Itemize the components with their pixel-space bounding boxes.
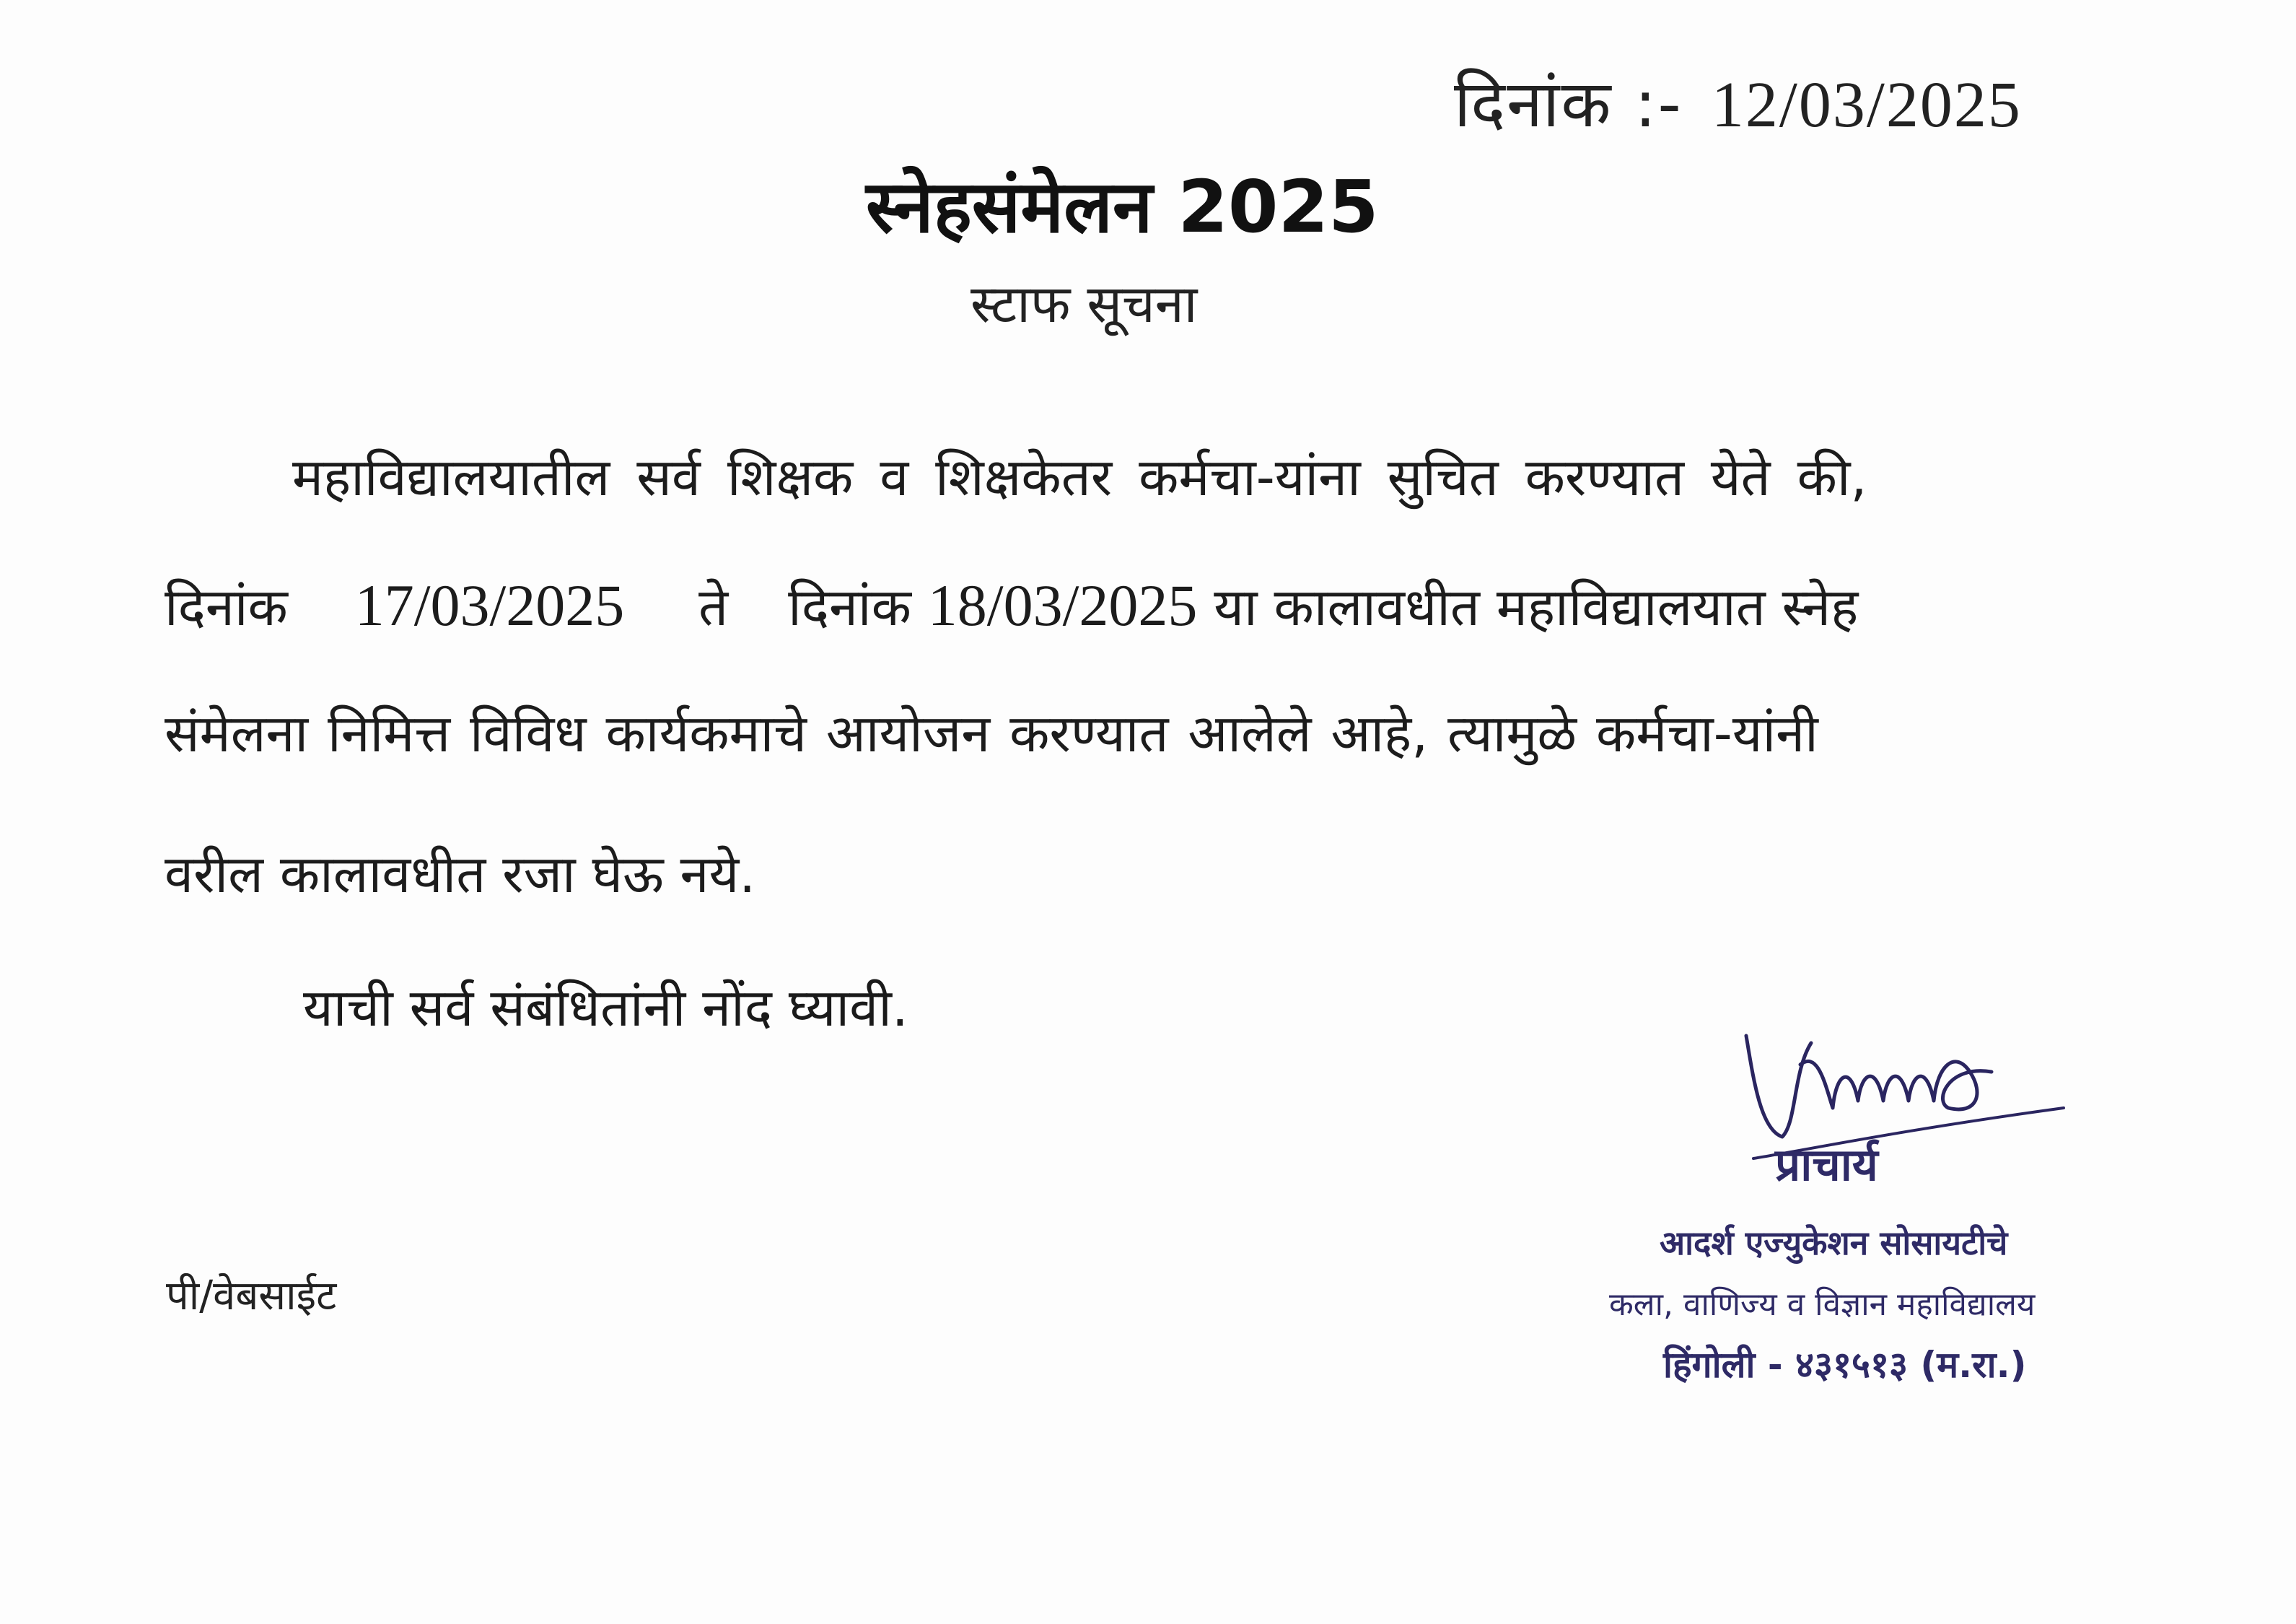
body-line-4: वरील कालावधीत रजा घेऊ नये. xyxy=(165,844,756,904)
body-line-1: महाविद्यालयातील सर्व शिक्षक व शिक्षकेतर कर्मचा-यांना सुचित करण्यात येते की, xyxy=(292,447,1867,507)
stamp-college: कला, वाणिज्य व विज्ञान महाविद्यालय xyxy=(1609,1286,2036,1323)
start-date: 17/03/2025 xyxy=(354,572,625,638)
end-date: 18/03/2025 xyxy=(927,572,1198,638)
stamp-address: हिंगोली - ४३१५१३ (म.रा.) xyxy=(1663,1344,2027,1386)
closing-line: याची सर्व संबंधितांनी नोंद घ्यावी. xyxy=(303,977,908,1038)
notice-date xyxy=(1454,58,2022,146)
notice-subtitle: स्टाफ सूचना xyxy=(970,274,1198,334)
date-label: दिनांक :- xyxy=(1454,66,1683,142)
body-line-3: संमेलना निमित्त विविध कार्यकमाचे आयोजन करण्यात आलेले आहे, त्यामुळे कर्मचा-यांनी xyxy=(165,703,1818,764)
stamp-society: आदर्श एज्युकेशन सोसायटीचे xyxy=(1660,1223,2008,1262)
body-line-2-te: ते xyxy=(698,577,729,637)
notice-title: स्नेहसंमेलन 2025 xyxy=(866,165,1379,249)
body-line-2 xyxy=(165,570,1858,641)
stamp-designation: प्राचार्य xyxy=(1775,1138,1878,1191)
date-value: 12/03/2025 xyxy=(1711,69,2022,141)
body-line-2-rest: या कालावधीत महाविद्यालयात स्नेह xyxy=(1214,577,1859,637)
body-line-2-dinank-2: दिनांक xyxy=(788,577,911,637)
footer-note: पी/वेबसाईट xyxy=(166,1272,337,1319)
body-line-2-dinank-1: दिनांक xyxy=(165,577,288,637)
